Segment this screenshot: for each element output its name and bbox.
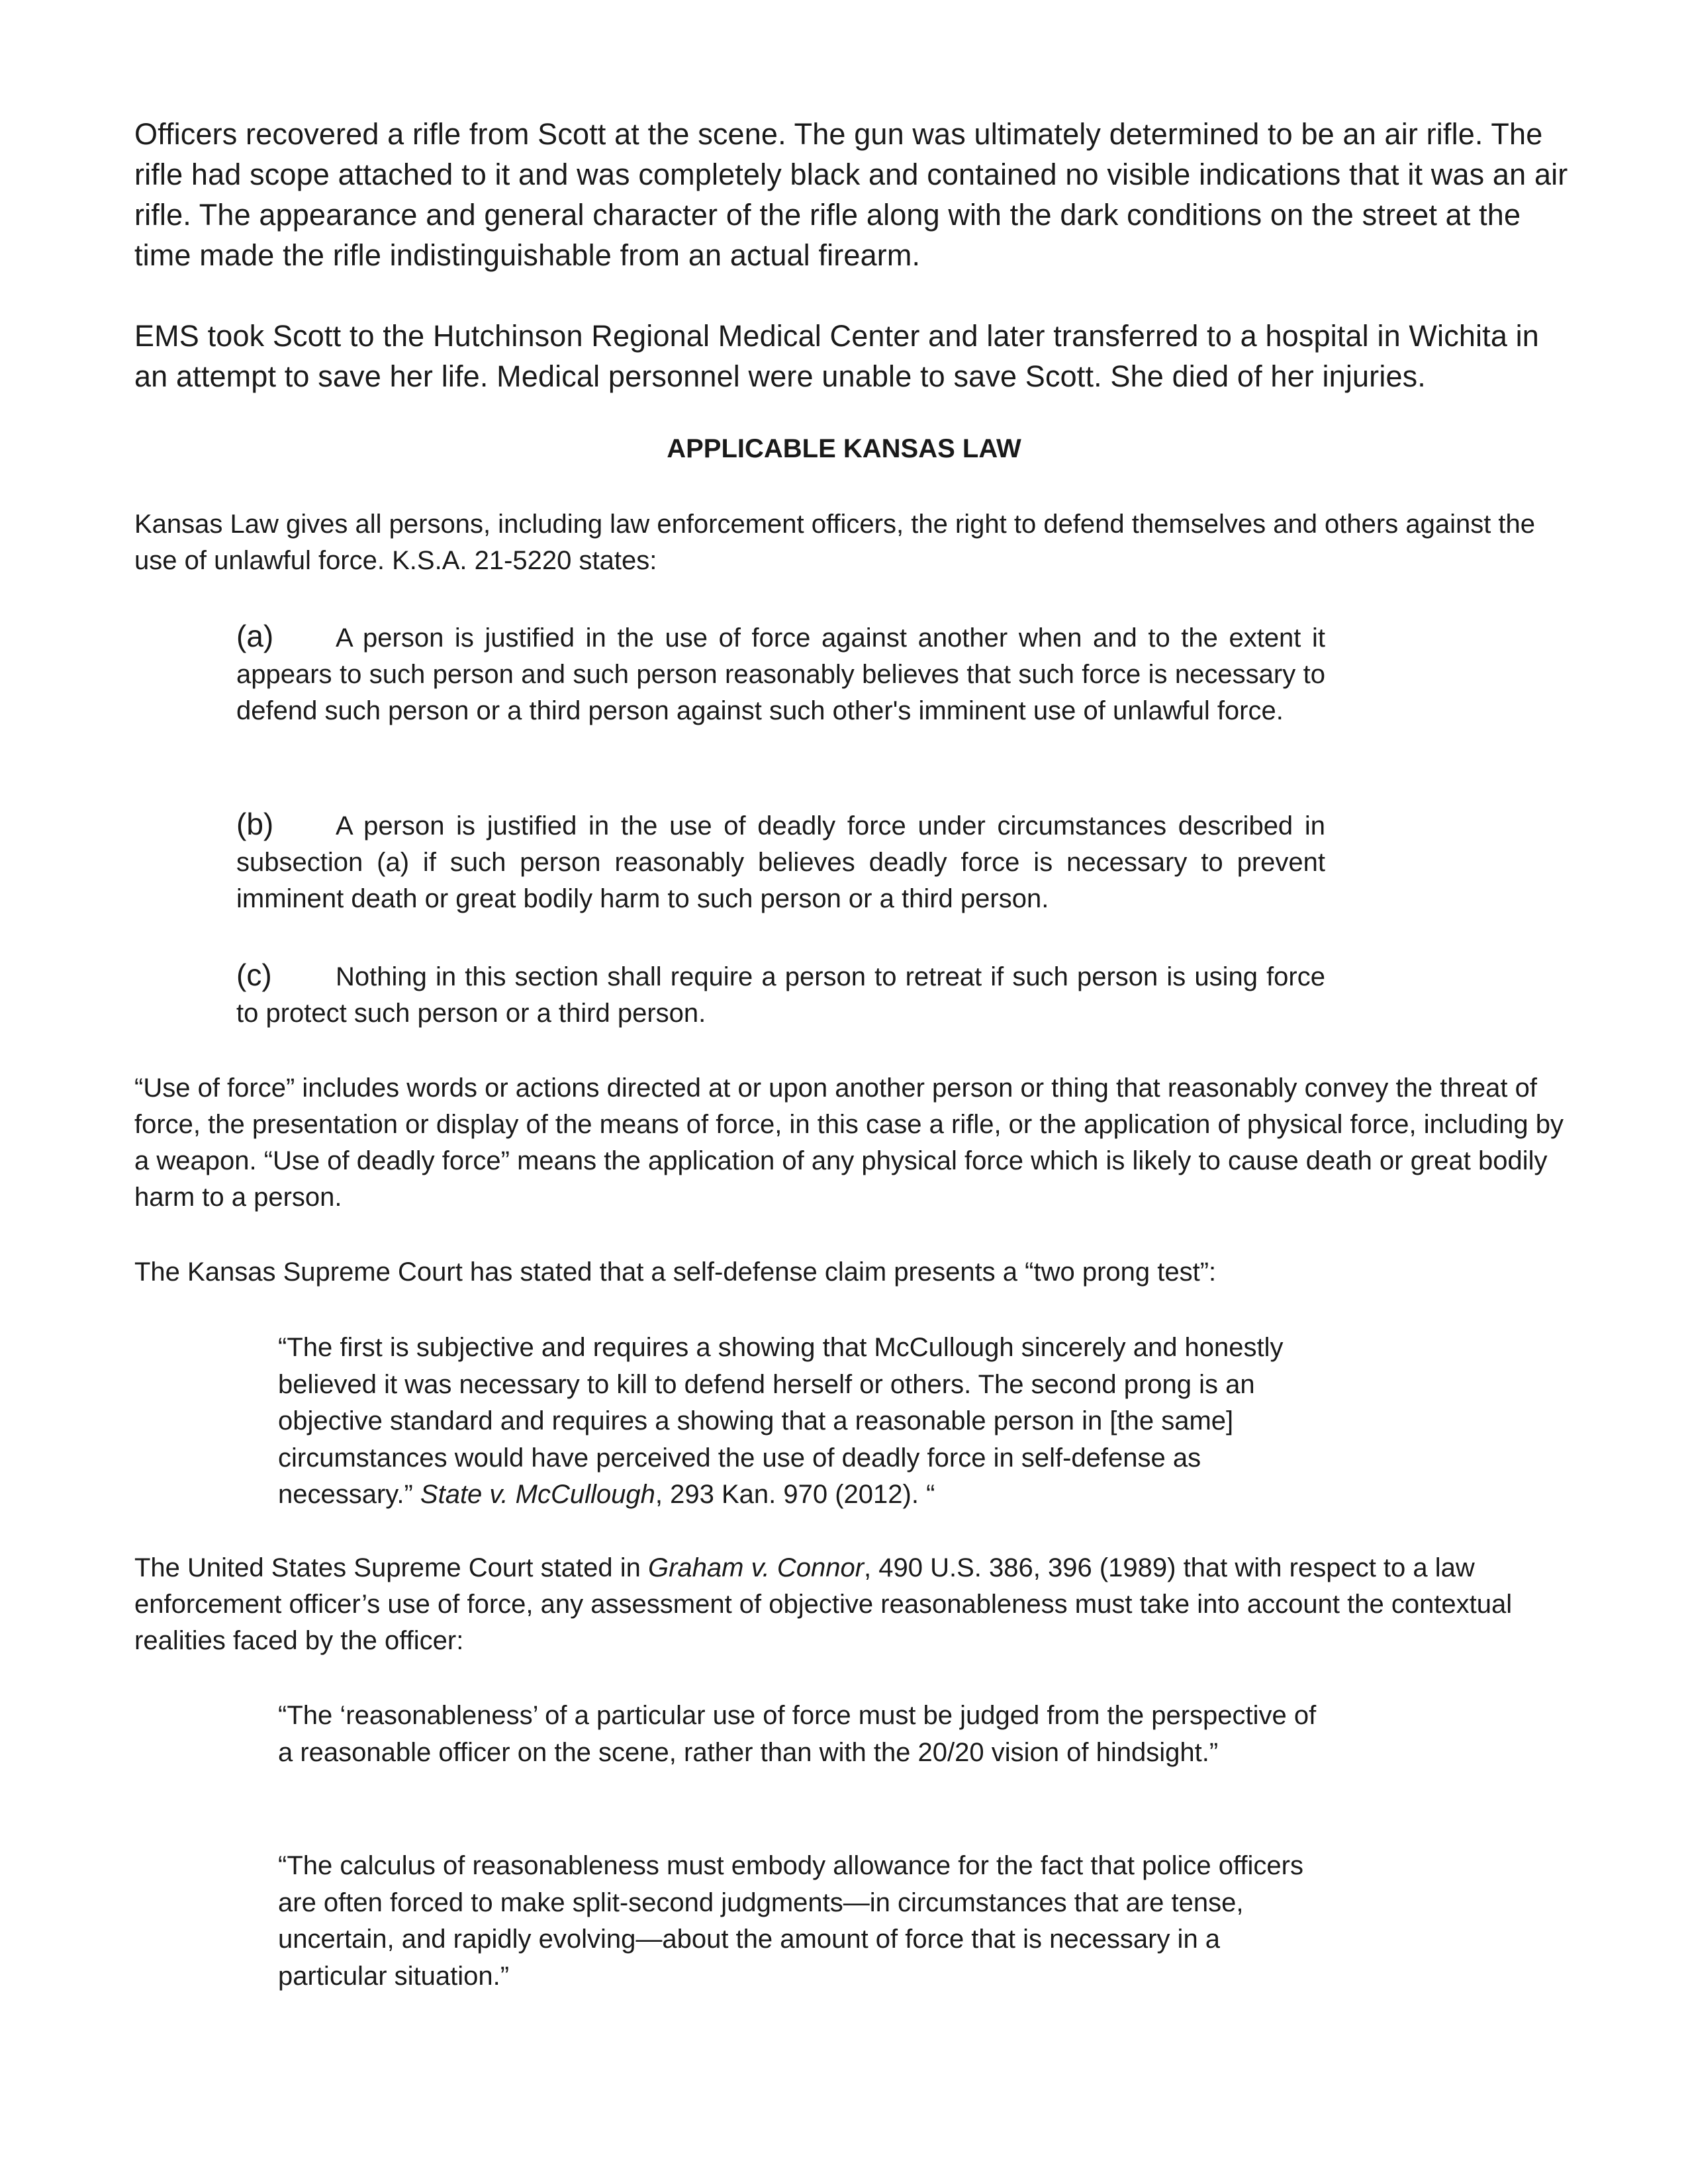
case-name: State v. McCullough <box>420 1480 655 1509</box>
statute-subsection-c <box>236 957 1325 1032</box>
statute-text: A person is justified in the use of deadly force under circumstances described in subsection (a) if such person reasonably believes deadly force is necessary to prevent imminent death or great bodily harm to such person or a third person. <box>236 811 1325 913</box>
statute-text: A person is justified in the use of force against another when and to the extent it appears to such person and such person reasonably believes that such force is necessary to defend such person or a third person against such other's imminent use of unlawful force. <box>236 623 1325 725</box>
case-citation: , 293 Kan. 970 (2012). “ <box>655 1480 935 1509</box>
statute-label: (c) <box>236 958 272 992</box>
statute-label: (a) <box>236 619 274 653</box>
paragraph-use-of-force-definition: “Use of force” includes words or actions directed at or upon another person or thing that reasonably convey the threat of force, the presentation or display of the means of force, in this case a rifle, or the application of physical force, including by a weapon. “Use of deadly force” means the application of any physical force which is likely to cause death or great bodily harm to a person. <box>134 1073 1564 1212</box>
statute-subsection-a <box>236 618 1325 729</box>
paragraph-two-prong-test: The Kansas Supreme Court has stated that a self-defense claim presents a “two prong test”: <box>134 1257 1217 1287</box>
quote-calculus: “The calculus of reasonableness must embody allowance for the fact that police officers are often forced to make split-second judgments—in circumstances that are tense, uncertain, and rapidly evolving—about the amount of force that is necessary in a particular situation.” <box>278 1851 1303 1991</box>
quote-text: “The first is subjective and requires a showing that McCullough sincerely and honestly believed it was necessary to kill to defend herself or others. The second prong is an objective standard and requires a showing that a reasonable person in [the same] circumstances would have perceived the use of deadly force in self-defense as necessary.” <box>278 1333 1284 1509</box>
section-heading: APPLICABLE KANSAS LAW <box>667 434 1021 463</box>
paragraph-text: The United States Supreme Court stated in <box>134 1553 648 1582</box>
quote-reasonableness: “The ‘reasonableness’ of a particular use of force must be judged from the perspective of a reasonable officer on the scene, rather than with the 20/20 vision of hindsight.” <box>278 1701 1317 1767</box>
paragraph-rifle-recovered: Officers recovered a rifle from Scott at the scene. The gun was ultimately determined to be an air rifle. The rifle had scope attached to it and was completely black and contained no visible indications that it was an air rifle. The appearance and general character of the rifle along with the dark conditions on the street at the time made the rifle indistinguishable from an actual firearm. <box>134 117 1568 272</box>
statute-text: Nothing in this section shall require a person to retreat if such person is using force to protect such person or a third person. <box>236 962 1325 1028</box>
statute-subsection-b <box>236 806 1325 917</box>
paragraph-text: , 490 U.S. 386, 396 (1989) that with respect to a law enforcement officer’s use of force, any assessment of objective reasonableness must take into account the contextual realities faced by the officer: <box>134 1553 1513 1655</box>
paragraph-graham-v-connor <box>134 1550 1577 1659</box>
paragraph-ems-transport: EMS took Scott to the Hutchinson Regional Medical Center and later transferred to a hospital in Wichita in an attempt to save her life. Medical personnel were unable to save Scott. She died of her injuries. <box>134 319 1539 393</box>
case-name: Graham v. Connor <box>647 1553 865 1582</box>
statute-label: (b) <box>236 807 274 841</box>
quote-mccullough <box>278 1330 1317 1514</box>
paragraph-kansas-law-intro: Kansas Law gives all persons, including law enforcement officers, the right to defend themselves and others against the use of unlawful force. K.S.A. 21-5220 states: <box>134 510 1536 575</box>
